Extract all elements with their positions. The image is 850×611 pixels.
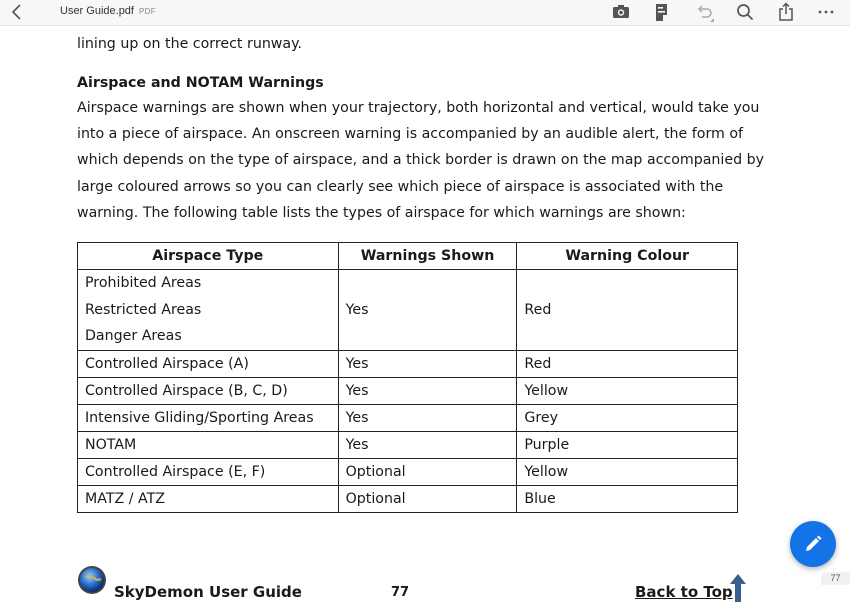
column-header: Airspace Type	[78, 243, 339, 270]
share-icon[interactable]	[775, 1, 797, 23]
view-mode-icon[interactable]	[651, 1, 673, 23]
intro-text: lining up on the correct runway.	[77, 36, 302, 52]
table-row	[78, 404, 738, 431]
table-cell: Intensive Gliding/Sporting Areas	[78, 404, 339, 431]
search-icon[interactable]	[734, 1, 756, 23]
airspace-type-text: Prohibited Areas	[85, 275, 202, 291]
pencil-icon	[803, 534, 823, 554]
table-cell: Yes	[338, 270, 517, 351]
table-cell: Red	[517, 270, 738, 351]
table-row	[78, 458, 738, 485]
arrow-up-icon[interactable]	[729, 573, 747, 603]
airspace-type-text: Danger Areas	[85, 328, 182, 344]
table-cell: Purple	[517, 431, 738, 458]
undo-icon[interactable]	[693, 1, 715, 23]
table-cell: Yes	[338, 431, 517, 458]
page-indicator: 77	[821, 572, 850, 585]
table-cell: Controlled Airspace (E, F)	[78, 458, 339, 485]
table-cell: Controlled Airspace (B, C, D)	[78, 377, 339, 404]
table-cell: Grey	[517, 404, 738, 431]
file-type-label: PDF	[138, 7, 156, 16]
top-toolbar	[0, 0, 850, 26]
body-paragraph: Airspace warnings are shown when your trajectory, both horizontal and vertical, would take you into a piece of airspace. An onscreen warning is accompanied by an audible alert, the form of which depends on the type of airspace, and a thick border is drawn on the map accompanied by large coloured arrows so you can clearly see which piece of airspace is associated with the warning. The following table lists the types of airspace for which warnings are shown:	[77, 100, 765, 221]
more-options-icon[interactable]	[815, 1, 837, 23]
document-title	[60, 5, 156, 17]
edit-fab-button[interactable]	[790, 521, 836, 567]
airspace-table	[77, 242, 738, 513]
camera-icon[interactable]	[610, 1, 632, 23]
table-header-row	[78, 243, 738, 270]
table-cell: Yes	[338, 404, 517, 431]
table-cell: Yes	[338, 350, 517, 377]
table-cell: Optional	[338, 458, 517, 485]
table-cell: Optional	[338, 485, 517, 512]
table-cell: NOTAM	[78, 431, 339, 458]
file-name: User Guide.pdf	[60, 5, 134, 17]
footer-page-number: 77	[391, 585, 410, 600]
table-row	[78, 485, 738, 512]
table-cell	[78, 270, 339, 351]
table-cell: Yes	[338, 377, 517, 404]
back-chevron-icon[interactable]	[10, 3, 24, 21]
table-cell: Blue	[517, 485, 738, 512]
table-row	[78, 350, 738, 377]
pdf-page	[0, 27, 850, 611]
footer-title: SkyDemon User Guide	[114, 583, 302, 601]
table-cell: Red	[517, 350, 738, 377]
section-heading: Airspace and NOTAM Warnings	[77, 75, 324, 91]
table-row	[78, 377, 738, 404]
table-row	[78, 431, 738, 458]
table-row	[78, 270, 738, 351]
column-header: Warnings Shown	[338, 243, 517, 270]
column-header: Warning Colour	[517, 243, 738, 270]
back-to-top-link[interactable]: Back to Top	[635, 583, 733, 601]
table-cell: Yellow	[517, 458, 738, 485]
airspace-type-text: Restricted Areas	[85, 301, 202, 318]
table-cell: Controlled Airspace (A)	[78, 350, 339, 377]
skydemon-logo-icon	[77, 565, 107, 595]
table-cell: Yellow	[517, 377, 738, 404]
table-cell: MATZ / ATZ	[78, 485, 339, 512]
